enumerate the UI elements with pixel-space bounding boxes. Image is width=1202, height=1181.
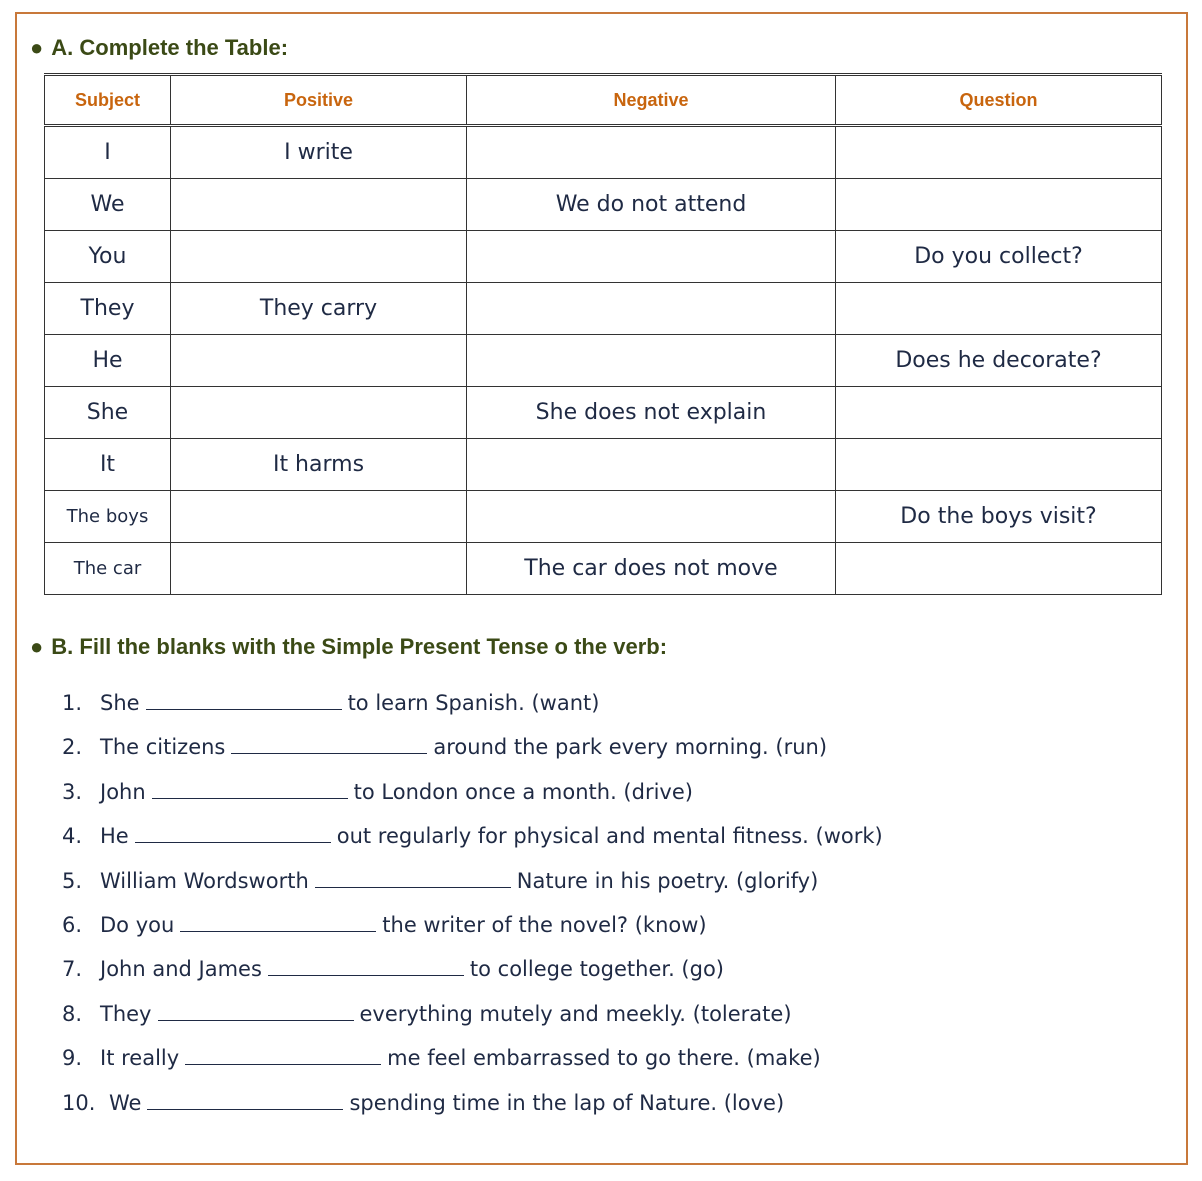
question-cell[interactable]	[836, 179, 1162, 231]
item-number: 7.	[62, 957, 83, 982]
question-cell[interactable]	[836, 439, 1162, 491]
answer-blank[interactable]	[180, 911, 376, 932]
answer-blank[interactable]	[146, 689, 342, 710]
table-row	[45, 335, 1162, 387]
item-number: 8.	[62, 1001, 83, 1026]
table-row	[45, 179, 1162, 231]
answer-blank[interactable]	[185, 1044, 381, 1065]
table-row	[45, 439, 1162, 491]
item-after-text: Nature in his poetry. (glorify)	[516, 868, 819, 893]
item-after-text: to college together. (go)	[469, 957, 724, 982]
subject-cell: We	[45, 179, 171, 231]
table-row	[45, 491, 1162, 543]
answer-blank[interactable]	[158, 1000, 354, 1021]
subject-cell: The car	[45, 543, 171, 595]
header-positive: Positive	[171, 75, 467, 126]
subject-cell: They	[45, 283, 171, 335]
positive-cell: It harms	[171, 439, 467, 491]
answer-blank[interactable]	[152, 778, 348, 799]
list-item	[62, 816, 883, 860]
item-number: 3.	[62, 779, 83, 804]
answer-blank[interactable]	[268, 955, 464, 976]
table-row	[45, 126, 1162, 179]
answer-blank[interactable]	[135, 822, 331, 843]
negative-cell: We do not attend	[467, 179, 836, 231]
list-item	[62, 772, 883, 816]
item-after-text: everything mutely and meekly. (tolerate)	[359, 1001, 792, 1026]
positive-cell: They carry	[171, 283, 467, 335]
positive-cell[interactable]	[171, 335, 467, 387]
item-number: 5.	[62, 868, 83, 893]
list-item	[62, 1038, 883, 1082]
table-row	[45, 231, 1162, 283]
positive-cell[interactable]	[171, 179, 467, 231]
negative-cell[interactable]	[467, 491, 836, 543]
negative-cell[interactable]	[467, 283, 836, 335]
header-subject: Subject	[45, 75, 171, 126]
item-before-text: They	[100, 1001, 152, 1026]
item-before-text: John and James	[100, 957, 262, 982]
item-number: 6.	[62, 912, 83, 937]
subject-cell: It	[45, 439, 171, 491]
question-cell: Do the boys visit?	[836, 491, 1162, 543]
verb-forms-table	[44, 73, 1162, 595]
section-a-heading	[30, 35, 288, 61]
positive-cell[interactable]	[171, 543, 467, 595]
item-after-text: out regularly for physical and mental fitness. (work)	[336, 824, 883, 849]
item-before-text: William Wordsworth	[100, 868, 309, 893]
item-after-text: around the park every morning. (run)	[433, 735, 828, 760]
answer-blank[interactable]	[231, 733, 427, 754]
exercise-list	[62, 683, 883, 1127]
question-cell[interactable]	[836, 387, 1162, 439]
subject-cell: The boys	[45, 491, 171, 543]
item-after-text: the writer of the novel? (know)	[382, 912, 707, 937]
item-before-text: She	[100, 691, 140, 715]
question-cell: Do you collect?	[836, 231, 1162, 283]
list-item	[62, 727, 883, 771]
positive-cell[interactable]	[171, 231, 467, 283]
table-header-row	[45, 75, 1162, 126]
positive-cell: I write	[171, 126, 467, 179]
item-before-text: He	[100, 824, 129, 849]
list-item	[62, 994, 883, 1038]
answer-blank[interactable]	[147, 1089, 343, 1110]
item-number: 2.	[62, 735, 83, 760]
answer-blank[interactable]	[315, 867, 511, 888]
item-after-text: me feel embarrassed to go there. (make)	[387, 1046, 821, 1071]
negative-cell[interactable]	[467, 126, 836, 179]
positive-cell[interactable]	[171, 387, 467, 439]
list-item	[62, 949, 883, 993]
bullet-icon: ●	[30, 634, 44, 659]
subject-cell: You	[45, 231, 171, 283]
negative-cell: The car does not move	[467, 543, 836, 595]
item-number: 4.	[62, 824, 83, 849]
item-after-text: to London once a month. (drive)	[353, 779, 693, 804]
item-after-text: to learn Spanish. (want)	[347, 691, 600, 715]
item-number: 1.	[62, 691, 83, 715]
subject-cell: I	[45, 126, 171, 179]
subject-cell: She	[45, 387, 171, 439]
item-before-text: John	[100, 779, 146, 804]
table-row	[45, 283, 1162, 335]
subject-cell: He	[45, 335, 171, 387]
question-cell[interactable]	[836, 126, 1162, 179]
item-before-text: The citizens	[100, 735, 226, 760]
header-negative: Negative	[467, 75, 836, 126]
item-before-text: Do you	[100, 912, 175, 937]
negative-cell: She does not explain	[467, 387, 836, 439]
table-row	[45, 543, 1162, 595]
question-cell[interactable]	[836, 543, 1162, 595]
negative-cell[interactable]	[467, 439, 836, 491]
negative-cell[interactable]	[467, 231, 836, 283]
header-question: Question	[836, 75, 1162, 126]
table-row	[45, 387, 1162, 439]
item-after-text: spending time in the lap of Nature. (love)	[349, 1090, 785, 1115]
question-cell: Does he decorate?	[836, 335, 1162, 387]
item-number: 10.	[62, 1090, 96, 1115]
section-b-title: B. Fill the blanks with the Simple Present Tense o the verb:	[51, 634, 668, 659]
list-item	[62, 683, 883, 727]
list-item	[62, 905, 883, 949]
item-before-text: It really	[100, 1046, 180, 1071]
question-cell[interactable]	[836, 283, 1162, 335]
bullet-icon: ●	[30, 35, 44, 60]
list-item	[62, 1083, 883, 1127]
section-b-heading	[30, 634, 667, 660]
item-number: 9.	[62, 1046, 83, 1071]
item-before-text: We	[109, 1090, 142, 1115]
negative-cell[interactable]	[467, 335, 836, 387]
list-item	[62, 861, 883, 905]
section-a-title: A. Complete the Table:	[51, 35, 289, 60]
positive-cell[interactable]	[171, 491, 467, 543]
